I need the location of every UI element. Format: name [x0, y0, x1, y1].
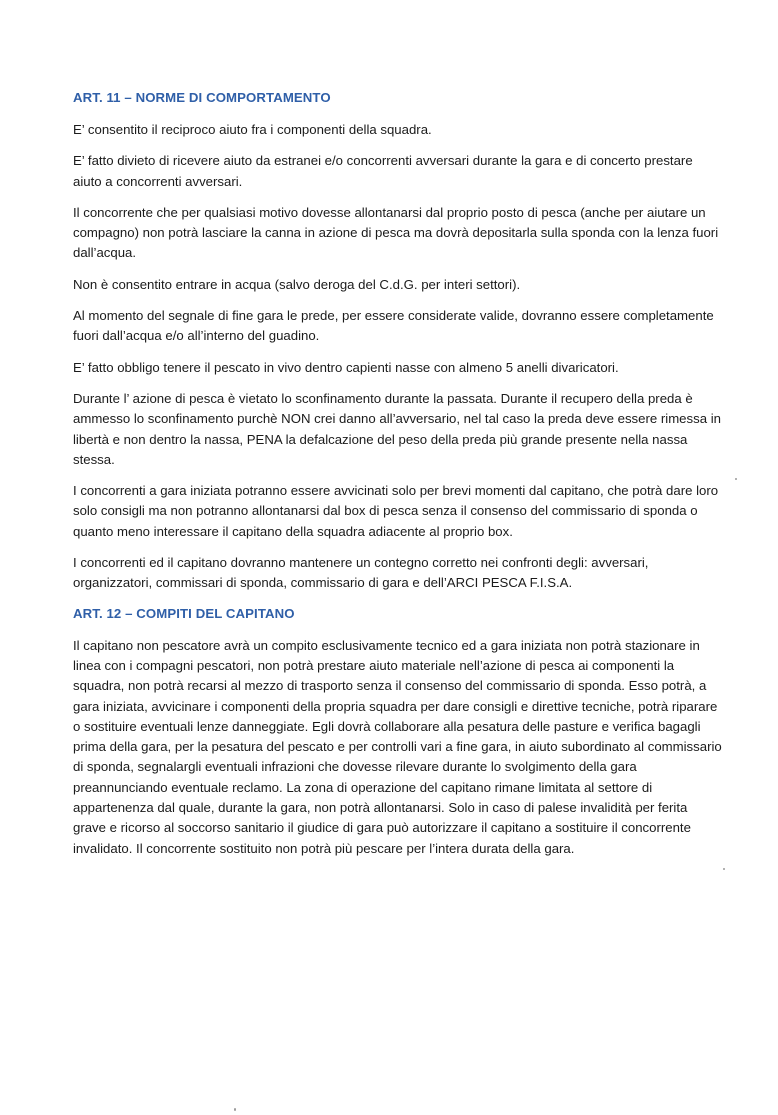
article-11-heading: ART. 11 – NORME DI COMPORTAMENTO	[73, 90, 331, 105]
art11-paragraph-8: I concorrenti a gara iniziata potranno essere avvicinati solo per brevi momenti dal capitano, che potrà dare loro solo consigli ma non potranno allontanarsi dal box di pesca senza il consenso del commissario di sponda o quanto meno interessare il capitano della squadra adiacente al proprio box.	[73, 483, 719, 539]
article-12-heading: ART. 12 – COMPITI DEL CAPITANO	[73, 605, 295, 621]
art11-paragraph-6: E’ fatto obbligo tenere il pescato in vivo dentro capienti nasse con almeno 5 anelli divaricatori.	[73, 359, 619, 375]
art12-paragraph-1: Il capitano non pescatore avrà un compito esclusivamente tecnico ed a gara iniziata non potrà stazionare in linea con i compagni pescatori, non potrà prestare aiuto materiale nell’azione di pesca ai componenti la squadra, non potrà recarsi al mezzo di trasporto senza il consenso del commissario di sponda. Esso potrà, a gara iniziata, avvicinare i componenti della propria squadra per dare consigli e direttive tecniche, potrà riparare o sostituire eventuali lenze danneggiate. Egli dovrà collaborare alla pesatura delle pasture e verifica bagagli prima della gara, per la pesatura del pescato e per controlli vari a fine gara, in aiuto subordinato al commissario di sponda, segnalargli eventuali infrazioni che dovesse rilevare durante lo svolgimento della gara preannunciando eventuale reclamo. La zona di operazione del capitano rimane limitata al settore di appartenenza dal quale, durante la gara, non potrà allontanarsi. Solo in caso di palese invalidità per ferita grave e ricorso al soccorso sanitario il giudice di gara può autorizzare il capitano a sostituire il concorrente invalidato. Il concorrente sostituito non potrà più pescare per l’intera durata della gara.	[73, 637, 722, 856]
art11-paragraph-3: Il concorrente che per qualsiasi motivo dovesse allontanarsi dal proprio posto di pesca (anche per aiutare un compagno) non potrà lasciare la canna in azione di pesca ma dovrà depositarla sulla sponda con la lenza fuori dall’acqua.	[73, 204, 719, 261]
art11-paragraph-9: I concorrenti ed il capitano dovranno mantenere un contegno corretto nei confronti degli: avversari, organizzatori, commissari di sponda, commissario di gara e dell’ARCI PESCA F.I.S.A.	[73, 555, 649, 591]
scan-speck	[234, 1108, 236, 1111]
art11-paragraph-4: Non è consentito entrare in acqua (salvo deroga del C.d.G. per interi settori).	[73, 276, 521, 292]
document-page	[73, 89, 723, 870]
art11-paragraph-5: Al momento del segnale di fine gara le prede, per essere considerate valide, dovranno essere completamente fuori dall’acqua e/o all’interno del guadino.	[73, 308, 714, 344]
art11-paragraph-1: E’ consentito il reciproco aiuto fra i componenti della squadra.	[73, 122, 432, 137]
scan-speck	[723, 868, 725, 870]
scan-speck	[735, 478, 737, 480]
art11-paragraph-2: E’ fatto divieto di ricevere aiuto da estranei e/o concorrenti avversari durante la gara e di concerto prestare aiuto a concorrenti avversari.	[73, 153, 693, 189]
art11-paragraph-7: Durante l’ azione di pesca è vietato lo sconfinamento durante la passata. Durante il recupero della preda è ammesso lo sconfinamento purchè NON crei danno all’avversario, nel tal caso la preda deve essere rimessa in libertà e non dentro la nassa, PENA la defalcazione del peso della preda più grande presente nella nassa stessa.	[73, 390, 721, 467]
